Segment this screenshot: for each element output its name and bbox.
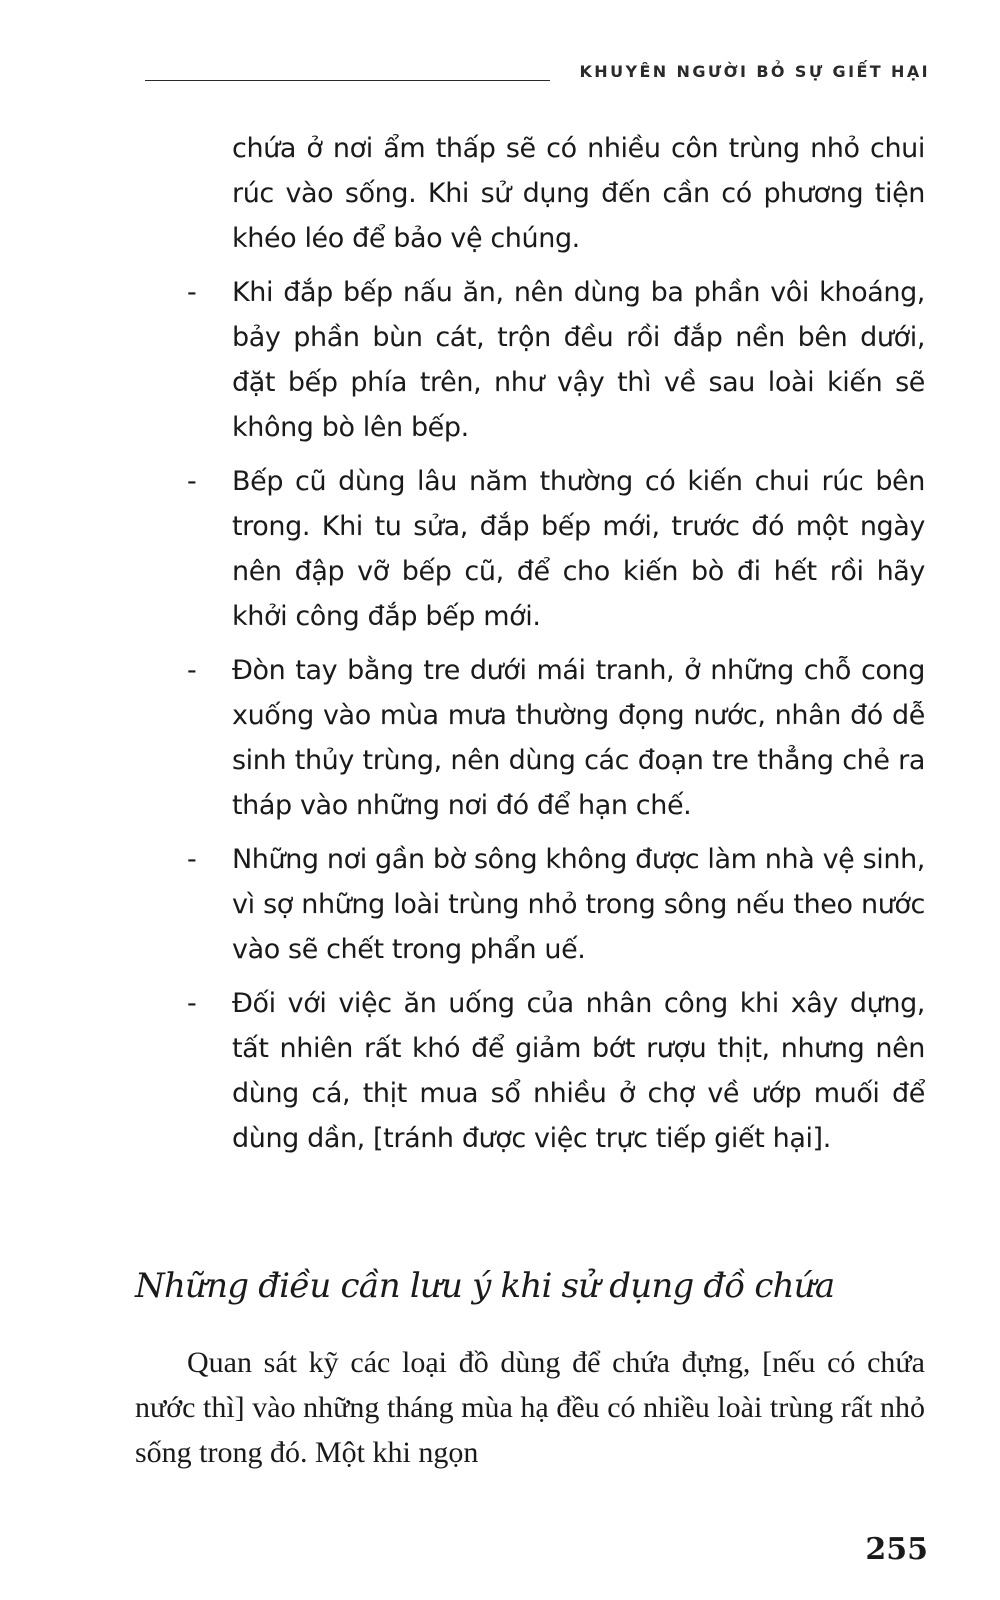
continuation-paragraph: chứa ở nơi ẩm thấp sẽ có nhiều côn trùng nhỏ chui rúc vào sống. Khi sử dụng đến cần có phương tiện khéo léo để bảo vệ chúng. [232, 133, 925, 254]
bullet-dash: - [187, 655, 197, 686]
bullet-dash: - [187, 466, 197, 497]
list-item [135, 270, 925, 450]
running-head: KHUYÊN NGƯỜI BỎ SỰ GIẾT HẠI [579, 62, 930, 81]
list-item-text: Những nơi gần bờ sông không được làm nhà vệ sinh, vì sợ những loài trùng nhỏ trong sông nếu theo nước vào sẽ chết trong phẩn uế. [232, 844, 925, 965]
section-heading: Những điều cần lưu ý khi sử dụng đồ chứa [135, 1266, 835, 1306]
list-item [135, 981, 925, 1161]
header-rule [145, 80, 550, 81]
list-item [135, 648, 925, 828]
list-item-text: Đòn tay bằng tre dưới mái tranh, ở những chỗ cong xuống vào mùa mưa thường đọng nước, nhân đó dễ sinh thủy trùng, nên dùng các đoạn tre thẳng chẻ ra tháp vào những nơi đó để hạn chế. [232, 655, 925, 821]
section-paragraph: Quan sát kỹ các loại đồ dùng để chứa đựng, [nếu có chứa nước thì] vào những tháng mùa hạ đều có nhiều loài trùng rất nhỏ sống trong đó. Một khi ngọn [135, 1346, 925, 1469]
bullet-dash: - [187, 277, 197, 308]
body-text [135, 126, 925, 1161]
list-item [135, 459, 925, 639]
bullet-dash: - [187, 988, 197, 1019]
list-item-text: Khi đắp bếp nấu ăn, nên dùng ba phần vôi khoáng, bảy phần bùn cát, trộn đều rồi đắp nền bên dưới, đặt bếp phía trên, như vậy thì về sau loài kiến sẽ không bò lên bếp. [232, 277, 925, 443]
page-number: 255 [865, 1532, 928, 1567]
list-item-text: Đối với việc ăn uống của nhân công khi xây dựng, tất nhiên rất khó để giảm bớt rượu thịt, nhưng nên dùng cá, thịt mua sổ nhiều ở chợ về ướp muối để dùng dần, [tránh được việc trực tiếp giết hại]. [232, 988, 925, 1154]
bullet-list [135, 270, 925, 1161]
list-item [135, 837, 925, 972]
list-item-text: Bếp cũ dùng lâu năm thường có kiến chui rúc bên trong. Khi tu sửa, đắp bếp mới, trước đó một ngày nên đập vỡ bếp cũ, để cho kiến bò đi hết rồi hãy khởi công đắp bếp mới. [232, 466, 925, 632]
bullet-dash: - [187, 844, 197, 875]
